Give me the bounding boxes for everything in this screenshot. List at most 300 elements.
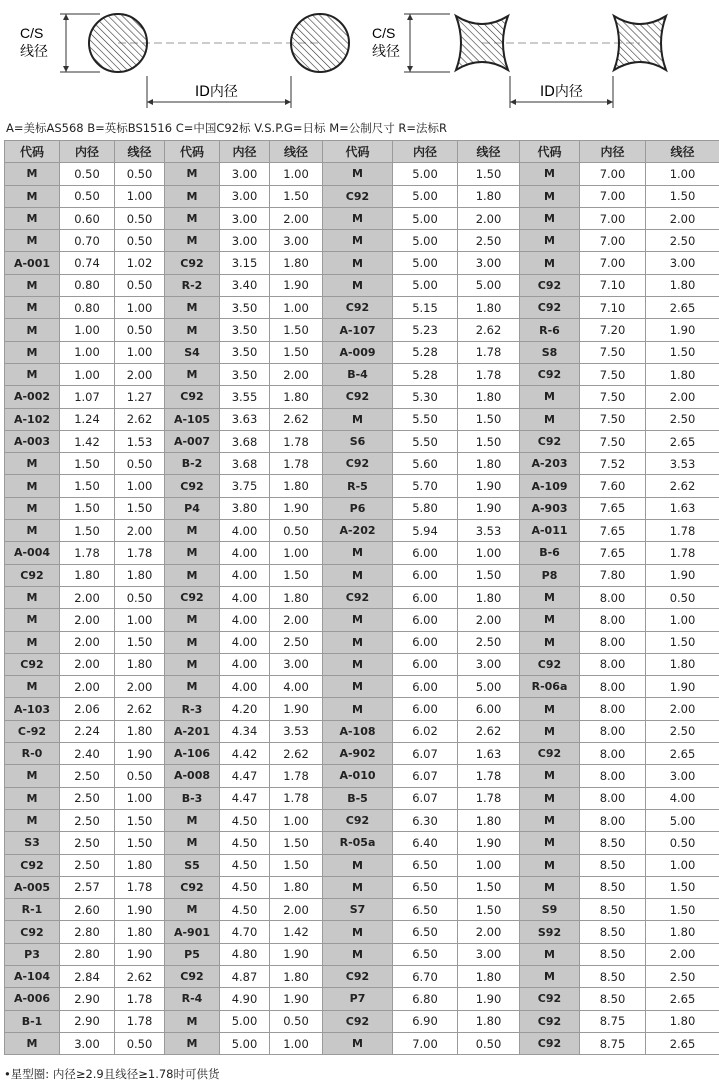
cross-section-cell: 4.00	[270, 676, 323, 698]
cross-section-cell: 2.00	[115, 363, 165, 385]
code-cell: C92	[323, 809, 393, 831]
code-cell: M	[520, 207, 580, 229]
inner-diameter-cell: 4.47	[220, 765, 270, 787]
code-cell: M	[323, 207, 393, 229]
column-header: 代码	[165, 141, 220, 163]
cs-label: C/S	[20, 25, 44, 41]
inner-diameter-cell: 3.40	[220, 274, 270, 296]
table-row	[5, 832, 719, 854]
table-row	[5, 430, 719, 452]
code-cell: A-105	[165, 408, 220, 430]
cross-section-cell: 1.80	[458, 386, 520, 408]
code-cell: M	[5, 475, 60, 497]
cross-section-cell: 1.80	[458, 1010, 520, 1032]
table-row	[5, 520, 719, 542]
cross-section-cell: 1.78	[115, 1010, 165, 1032]
inner-diameter-cell: 5.00	[393, 252, 458, 274]
code-cell: R-2	[165, 274, 220, 296]
cross-section-cell: 0.50	[458, 1032, 520, 1054]
table-header-row	[5, 141, 719, 163]
cross-section-cell: 2.00	[646, 698, 719, 720]
cross-section-cell: 1.78	[115, 988, 165, 1010]
table-row	[5, 809, 719, 831]
code-cell: M	[323, 698, 393, 720]
code-cell: C92	[520, 274, 580, 296]
cross-section-cell: 1.00	[115, 185, 165, 207]
inner-diameter-cell: 2.50	[60, 832, 115, 854]
cross-section-cell: 1.78	[270, 765, 323, 787]
cross-section-cell: 1.00	[458, 542, 520, 564]
inner-diameter-cell: 4.47	[220, 787, 270, 809]
cross-section-cell: 1.00	[646, 854, 719, 876]
cross-section-cell: 1.00	[270, 163, 323, 185]
code-cell: R-06a	[520, 676, 580, 698]
code-cell: C-92	[5, 720, 60, 742]
cross-section-cell: 1.50	[115, 631, 165, 653]
cross-section-cell: 5.00	[458, 676, 520, 698]
code-cell: C92	[5, 564, 60, 586]
inner-diameter-cell: 6.90	[393, 1010, 458, 1032]
inner-diameter-cell: 6.00	[393, 653, 458, 675]
inner-diameter-cell: 8.75	[580, 1032, 646, 1054]
cross-section-cell: 4.00	[646, 787, 719, 809]
cross-section-cell: 0.50	[115, 274, 165, 296]
cross-section-cell: 1.50	[458, 564, 520, 586]
code-cell: M	[323, 408, 393, 430]
cross-section-cell: 3.00	[458, 252, 520, 274]
cross-section-cell: 2.00	[458, 609, 520, 631]
inner-diameter-cell: 7.65	[580, 542, 646, 564]
code-cell: M	[165, 676, 220, 698]
cross-section-cell: 1.90	[270, 943, 323, 965]
cross-section-cell: 0.50	[115, 319, 165, 341]
cross-section-cell: 3.00	[458, 943, 520, 965]
cross-section-cell: 1.80	[115, 921, 165, 943]
inner-diameter-cell: 7.10	[580, 297, 646, 319]
table-row	[5, 475, 719, 497]
cross-section-cell: 1.00	[458, 854, 520, 876]
code-cell: S7	[323, 899, 393, 921]
table-row	[5, 988, 719, 1010]
code-cell: M	[323, 230, 393, 252]
code-cell: M	[520, 787, 580, 809]
cross-section-cell: 2.00	[646, 207, 719, 229]
cross-section-cell: 1.00	[270, 297, 323, 319]
inner-diameter-cell: 5.50	[393, 430, 458, 452]
inner-diameter-cell: 1.50	[60, 520, 115, 542]
code-cell: C92	[323, 453, 393, 475]
code-cell: A-203	[520, 453, 580, 475]
inner-diameter-cell: 8.50	[580, 988, 646, 1010]
cross-section-cell: 1.80	[458, 453, 520, 475]
inner-diameter-cell: 8.50	[580, 921, 646, 943]
code-cell: M	[520, 943, 580, 965]
code-cell: M	[520, 698, 580, 720]
code-cell: B-2	[165, 453, 220, 475]
inner-diameter-cell: 3.63	[220, 408, 270, 430]
cross-section-cell: 1.42	[270, 921, 323, 943]
inner-diameter-cell: 6.00	[393, 609, 458, 631]
cross-section-cell: 1.50	[646, 185, 719, 207]
code-cell: A-201	[165, 720, 220, 742]
code-cell: M	[520, 720, 580, 742]
table-row	[5, 453, 719, 475]
code-cell: M	[5, 297, 60, 319]
cross-section-cell: 2.00	[115, 520, 165, 542]
code-cell: A-106	[165, 743, 220, 765]
inner-diameter-cell: 6.80	[393, 988, 458, 1010]
inner-diameter-cell: 4.00	[220, 676, 270, 698]
table-row	[5, 542, 719, 564]
column-header: 内径	[580, 141, 646, 163]
code-cell: P7	[323, 988, 393, 1010]
code-cell: M	[5, 274, 60, 296]
table-row	[5, 163, 719, 185]
cross-section-cell: 1.00	[646, 609, 719, 631]
inner-diameter-cell: 7.65	[580, 497, 646, 519]
code-cell: P5	[165, 943, 220, 965]
inner-diameter-cell: 5.15	[393, 297, 458, 319]
inner-diameter-cell: 6.50	[393, 899, 458, 921]
inner-diameter-cell: 2.40	[60, 743, 115, 765]
cross-section-cell: 1.50	[646, 876, 719, 898]
code-cell: A-011	[520, 520, 580, 542]
code-cell: M	[165, 1032, 220, 1054]
code-cell: S92	[520, 921, 580, 943]
code-cell: M	[165, 564, 220, 586]
inner-diameter-cell: 6.50	[393, 854, 458, 876]
id-label-right: ID内径	[540, 84, 583, 100]
code-cell: M	[520, 386, 580, 408]
inner-diameter-cell: 0.60	[60, 207, 115, 229]
inner-diameter-cell: 1.42	[60, 430, 115, 452]
inner-diameter-cell: 5.00	[393, 163, 458, 185]
code-cell: M	[165, 207, 220, 229]
inner-diameter-cell: 8.50	[580, 943, 646, 965]
code-cell: M	[323, 631, 393, 653]
cross-section-cell: 2.00	[270, 363, 323, 385]
table-row	[5, 185, 719, 207]
inner-diameter-cell: 5.50	[393, 408, 458, 430]
inner-diameter-cell: 2.80	[60, 921, 115, 943]
cross-section-cell: 1.78	[270, 430, 323, 452]
cross-section-cell: 1.00	[115, 609, 165, 631]
cross-section-cell: 1.90	[270, 274, 323, 296]
inner-diameter-cell: 6.00	[393, 564, 458, 586]
code-cell: M	[5, 609, 60, 631]
inner-diameter-cell: 4.00	[220, 564, 270, 586]
table-row	[5, 698, 719, 720]
cross-section-cell: 0.50	[270, 520, 323, 542]
code-cell: M	[165, 1010, 220, 1032]
code-cell: M	[165, 631, 220, 653]
cross-section-cell: 1.90	[270, 698, 323, 720]
table-row	[5, 631, 719, 653]
cross-section-cell: 3.53	[646, 453, 719, 475]
cross-section-cell: 2.00	[646, 943, 719, 965]
cross-section-cell: 2.00	[115, 676, 165, 698]
cs-label-right: C/S	[372, 25, 396, 41]
inner-diameter-cell: 4.00	[220, 653, 270, 675]
inner-diameter-cell: 8.00	[580, 631, 646, 653]
code-cell: A-104	[5, 965, 60, 987]
code-cell: M	[520, 765, 580, 787]
inner-diameter-cell: 3.68	[220, 430, 270, 452]
cross-section-cell: 1.50	[458, 430, 520, 452]
code-cell: M	[165, 363, 220, 385]
inner-diameter-cell: 4.70	[220, 921, 270, 943]
cross-section-cell: 0.50	[270, 1010, 323, 1032]
code-cell: M	[323, 163, 393, 185]
code-cell: C92	[520, 363, 580, 385]
column-header: 代码	[520, 141, 580, 163]
table-body	[5, 163, 719, 1055]
code-cell: M	[165, 832, 220, 854]
cross-section-cell: 1.78	[646, 542, 719, 564]
inner-diameter-cell: 2.57	[60, 876, 115, 898]
code-cell: A-902	[323, 743, 393, 765]
inner-diameter-cell: 6.00	[393, 676, 458, 698]
inner-diameter-cell: 3.50	[220, 341, 270, 363]
cross-section-cell: 1.90	[646, 676, 719, 698]
column-header: 内径	[220, 141, 270, 163]
cross-section-cell: 0.50	[115, 207, 165, 229]
code-cell: B-1	[5, 1010, 60, 1032]
inner-diameter-cell: 4.00	[220, 609, 270, 631]
inner-diameter-cell: 6.00	[393, 631, 458, 653]
inner-diameter-cell: 6.70	[393, 965, 458, 987]
cross-section-cell: 2.00	[270, 609, 323, 631]
cross-section-cell: 2.65	[646, 1032, 719, 1054]
code-cell: M	[520, 408, 580, 430]
cross-section-cell: 1.78	[458, 363, 520, 385]
code-cell: M	[520, 854, 580, 876]
cross-section-cell: 3.00	[646, 765, 719, 787]
inner-diameter-cell: 7.50	[580, 363, 646, 385]
cross-section-cell: 2.62	[270, 408, 323, 430]
inner-diameter-cell: 8.50	[580, 832, 646, 854]
code-cell: C92	[5, 653, 60, 675]
inner-diameter-cell: 1.00	[60, 341, 115, 363]
code-cell: M	[5, 787, 60, 809]
inner-diameter-cell: 4.00	[220, 631, 270, 653]
cross-section-cell: 1.50	[646, 631, 719, 653]
table-row	[5, 230, 719, 252]
cross-section-cell: 1.80	[646, 274, 719, 296]
code-cell: S6	[323, 430, 393, 452]
inner-diameter-cell: 3.68	[220, 453, 270, 475]
cross-section-cell: 0.50	[115, 765, 165, 787]
cross-section-cell: 1.90	[115, 943, 165, 965]
inner-diameter-cell: 6.07	[393, 787, 458, 809]
cross-section-cell: 1.50	[646, 899, 719, 921]
inner-diameter-cell: 5.94	[393, 520, 458, 542]
table-row	[5, 743, 719, 765]
code-cell: M	[323, 564, 393, 586]
cross-section-cell: 1.00	[646, 163, 719, 185]
inner-diameter-cell: 7.60	[580, 475, 646, 497]
table-row	[5, 876, 719, 898]
inner-diameter-cell: 8.00	[580, 720, 646, 742]
inner-diameter-cell: 5.00	[393, 185, 458, 207]
inner-diameter-cell: 7.00	[580, 252, 646, 274]
code-cell: M	[323, 854, 393, 876]
inner-diameter-cell: 6.00	[393, 542, 458, 564]
code-cell: M	[165, 163, 220, 185]
inner-diameter-cell: 7.00	[580, 207, 646, 229]
code-cell: M	[520, 252, 580, 274]
cross-section-cell: 1.90	[115, 899, 165, 921]
cross-section-cell: 3.00	[270, 653, 323, 675]
inner-diameter-cell: 7.00	[393, 1032, 458, 1054]
cross-section-cell: 1.90	[458, 832, 520, 854]
code-cell: C92	[323, 297, 393, 319]
code-cell: M	[165, 520, 220, 542]
cross-section-cell: 1.50	[270, 319, 323, 341]
code-cell: A-103	[5, 698, 60, 720]
cross-section-cell: 2.62	[646, 475, 719, 497]
code-cell: B-3	[165, 787, 220, 809]
inner-diameter-cell: 1.50	[60, 497, 115, 519]
table-row	[5, 363, 719, 385]
cross-section-cell: 2.62	[458, 319, 520, 341]
inner-diameter-cell: 1.50	[60, 453, 115, 475]
inner-diameter-cell: 7.50	[580, 408, 646, 430]
inner-diameter-cell: 2.00	[60, 653, 115, 675]
code-cell: S4	[165, 341, 220, 363]
inner-diameter-cell: 7.00	[580, 163, 646, 185]
cross-section-cell: 2.65	[646, 743, 719, 765]
code-cell: M	[5, 185, 60, 207]
code-cell: R-0	[5, 743, 60, 765]
inner-diameter-cell: 5.00	[220, 1010, 270, 1032]
inner-diameter-cell: 2.84	[60, 965, 115, 987]
code-cell: C92	[5, 921, 60, 943]
cross-section-cell: 2.50	[646, 720, 719, 742]
code-cell: A-006	[5, 988, 60, 1010]
cross-section-cell: 1.80	[270, 386, 323, 408]
table-row	[5, 765, 719, 787]
cross-section-cell: 1.63	[646, 497, 719, 519]
cross-section-cell: 2.62	[115, 698, 165, 720]
inner-diameter-cell: 4.50	[220, 876, 270, 898]
inner-diameter-cell: 3.50	[220, 297, 270, 319]
code-cell: M	[5, 319, 60, 341]
code-cell: M	[5, 676, 60, 698]
code-cell: M	[5, 341, 60, 363]
code-cell: C92	[323, 1010, 393, 1032]
cross-section-cell: 1.90	[115, 743, 165, 765]
cross-section-cell: 1.90	[270, 497, 323, 519]
code-cell: M	[165, 609, 220, 631]
code-cell: M	[165, 542, 220, 564]
code-cell: C92	[165, 386, 220, 408]
inner-diameter-cell: 1.07	[60, 386, 115, 408]
inner-diameter-cell: 8.50	[580, 854, 646, 876]
cross-section-cell: 1.02	[115, 252, 165, 274]
cross-section-cell: 2.62	[115, 965, 165, 987]
cross-section-cell: 1.80	[270, 475, 323, 497]
code-cell: A-003	[5, 430, 60, 452]
cross-section-cell: 1.00	[115, 787, 165, 809]
inner-diameter-cell: 2.90	[60, 988, 115, 1010]
inner-diameter-cell: 5.30	[393, 386, 458, 408]
inner-diameter-cell: 2.90	[60, 1010, 115, 1032]
code-cell: A-008	[165, 765, 220, 787]
column-header: 内径	[60, 141, 115, 163]
code-cell: R-05a	[323, 832, 393, 854]
table-row	[5, 274, 719, 296]
inner-diameter-cell: 4.42	[220, 743, 270, 765]
code-cell: R-3	[165, 698, 220, 720]
cross-section-cell: 1.80	[270, 586, 323, 608]
cross-section-cell: 2.50	[646, 965, 719, 987]
code-cell: M	[520, 832, 580, 854]
cross-section-cell: 1.80	[458, 809, 520, 831]
cross-section-cell: 1.80	[646, 1010, 719, 1032]
cross-section-cell: 1.90	[646, 564, 719, 586]
inner-diameter-cell: 6.40	[393, 832, 458, 854]
cs-label-cn: 线径	[20, 44, 48, 60]
code-cell: A-108	[323, 720, 393, 742]
code-cell: M	[323, 609, 393, 631]
standards-legend: A=美标AS568 B=英标BS1516 C=中国C92标 V.S.P.G=日标 M=公制尺寸 R=法标R	[6, 121, 448, 135]
code-cell: M	[165, 899, 220, 921]
code-cell: B-4	[323, 363, 393, 385]
inner-diameter-cell: 8.50	[580, 965, 646, 987]
inner-diameter-cell: 3.00	[220, 185, 270, 207]
code-cell: A-007	[165, 430, 220, 452]
cross-section-cell: 2.50	[646, 408, 719, 430]
inner-diameter-cell: 1.80	[60, 564, 115, 586]
inner-diameter-cell: 2.00	[60, 586, 115, 608]
table-row	[5, 386, 719, 408]
inner-diameter-cell: 2.00	[60, 609, 115, 631]
cross-section-cell: 2.50	[646, 230, 719, 252]
cross-section-cell: 5.00	[458, 274, 520, 296]
cross-section-cell: 1.50	[458, 876, 520, 898]
cross-section-cell: 1.78	[646, 520, 719, 542]
code-cell: A-102	[5, 408, 60, 430]
cross-section-cell: 1.00	[115, 341, 165, 363]
cross-section-cell: 0.50	[115, 453, 165, 475]
cross-section-cell: 1.80	[458, 965, 520, 987]
code-cell: M	[5, 163, 60, 185]
cross-section-cell: 2.50	[458, 631, 520, 653]
inner-diameter-cell: 8.00	[580, 653, 646, 675]
cross-section-cell: 3.53	[458, 520, 520, 542]
inner-diameter-cell: 7.50	[580, 341, 646, 363]
code-cell: C92	[165, 252, 220, 274]
code-cell: M	[5, 207, 60, 229]
code-cell: M	[323, 943, 393, 965]
cross-section-cell: 1.00	[270, 809, 323, 831]
star-ring-note: •星型圈: 内径≥2.9且线径≥1.78时可供货	[4, 1067, 220, 1081]
code-cell: C92	[520, 1010, 580, 1032]
code-cell: M	[5, 1032, 60, 1054]
code-cell: M	[520, 230, 580, 252]
column-header: 线径	[646, 141, 719, 163]
inner-diameter-cell: 1.24	[60, 408, 115, 430]
code-cell: M	[165, 319, 220, 341]
table-row	[5, 609, 719, 631]
cross-section-cell: 1.90	[646, 319, 719, 341]
cross-section-cell: 6.00	[458, 698, 520, 720]
inner-diameter-cell: 0.74	[60, 252, 115, 274]
cross-section-cell: 2.62	[270, 743, 323, 765]
inner-diameter-cell: 5.00	[393, 230, 458, 252]
cross-section-cell: 1.50	[458, 899, 520, 921]
